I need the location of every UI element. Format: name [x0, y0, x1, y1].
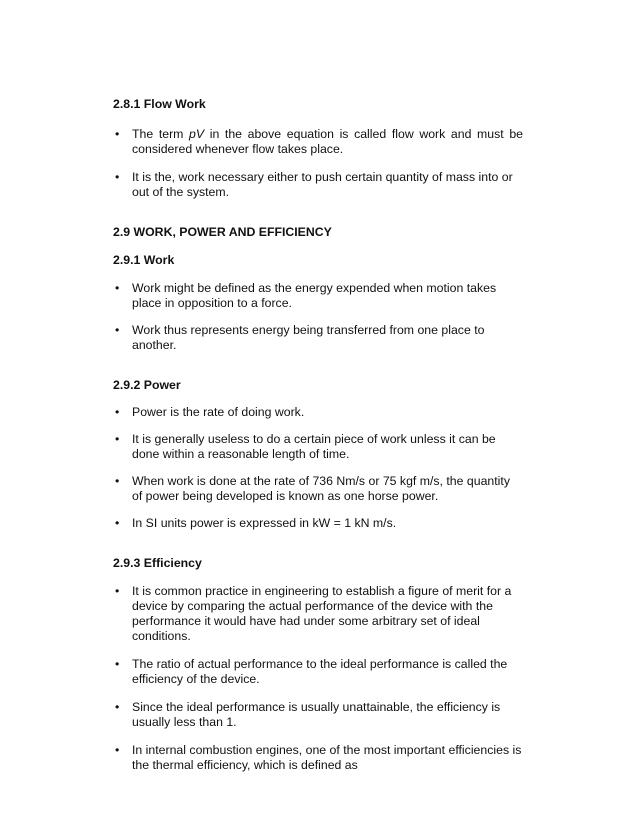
list-item: • It is generally useless to do a certain piece of work unless it can be done within a reasonable length of time.: [113, 432, 523, 462]
section-heading-2-9-2: 2.9.2 Power: [113, 378, 181, 392]
list-item: • It is the, work necessary either to push certain quantity of mass into or out of the system.: [113, 170, 523, 200]
list-item: • Work thus represents energy being transferred from one place to another.: [113, 323, 523, 353]
section-heading-2-8-1: 2.8.1 Flow Work: [113, 97, 206, 111]
bullet-list-work: [113, 281, 523, 353]
bullet-text-post: in the above equation is called flow work and must be considered whenever flow takes place.: [132, 127, 523, 156]
list-item: • In SI units power is expressed in kW = 1 kN m/s.: [113, 516, 523, 531]
list-item: • Work might be defined as the energy expended when motion takes place in opposition to a force.: [113, 281, 523, 311]
document-body: [113, 97, 523, 773]
bullet-list-power: [113, 405, 523, 531]
list-item: • The ratio of actual performance to the ideal performance is called the efficiency of the device.: [113, 657, 523, 687]
section-heading-2-9: 2.9 WORK, POWER AND EFFICIENCY: [113, 225, 332, 239]
section-heading-2-9-1: 2.9.1 Work: [113, 253, 175, 267]
bullet-list-efficiency: [113, 584, 523, 773]
list-item: • It is common practice in engineering to establish a figure of merit for a device by comparing the actual performance of the device with the performance it would have had under some arbitrary set of ideal conditions.: [113, 584, 523, 644]
list-item: • Since the ideal performance is usually unattainable, the efficiency is usually less than 1.: [113, 700, 523, 730]
bullet-list-flow-work: [113, 127, 523, 200]
list-item: • Power is the rate of doing work.: [113, 405, 523, 420]
bullet-text-symbol: pV: [189, 127, 205, 141]
list-item: • In internal combustion engines, one of the most important efficiencies is the thermal efficiency, which is defined as: [113, 743, 523, 773]
list-item: • When work is done at the rate of 736 Nm/s or 75 kgf m/s, the quantity of power being developed is known as one horse power.: [113, 474, 523, 504]
list-item: [113, 127, 523, 157]
bullet-text-pre: The term: [132, 127, 190, 141]
section-heading-2-9-3: 2.9.3 Efficiency: [113, 556, 202, 570]
